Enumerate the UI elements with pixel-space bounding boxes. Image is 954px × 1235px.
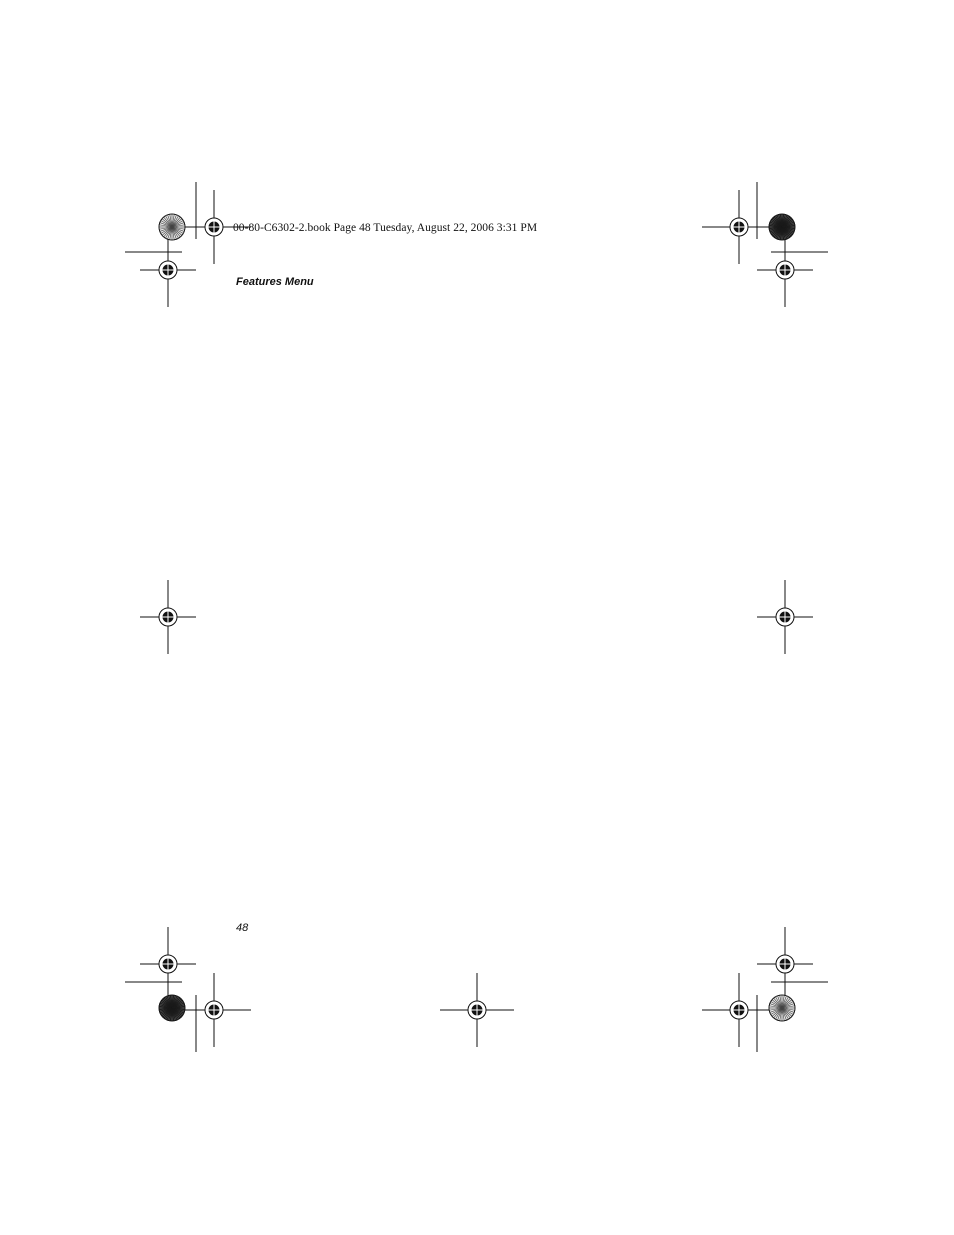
starburst-target-icon (159, 214, 185, 240)
registration-mark-icon (757, 580, 813, 654)
starburst-target-icon (159, 995, 185, 1021)
registration-mark-icon (757, 233, 813, 307)
registration-mark-icon (140, 580, 196, 654)
registration-mark-icon (702, 973, 776, 1047)
starburst-target-icon (769, 214, 795, 240)
registration-mark-icon (702, 190, 776, 264)
file-slug-line: 00-80-C6302-2.book Page 48 Tuesday, August 22, 2006 3:31 PM (233, 222, 538, 234)
registration-mark-icon (440, 973, 514, 1047)
registration-mark-icon (140, 233, 196, 307)
page-number: 48 (236, 922, 249, 934)
registration-mark-icon (177, 973, 251, 1047)
registration-mark-icon (757, 927, 813, 1001)
starburst-target-icon (769, 995, 795, 1021)
registration-mark-icon (140, 927, 196, 1001)
running-header: Features Menu (236, 276, 314, 288)
